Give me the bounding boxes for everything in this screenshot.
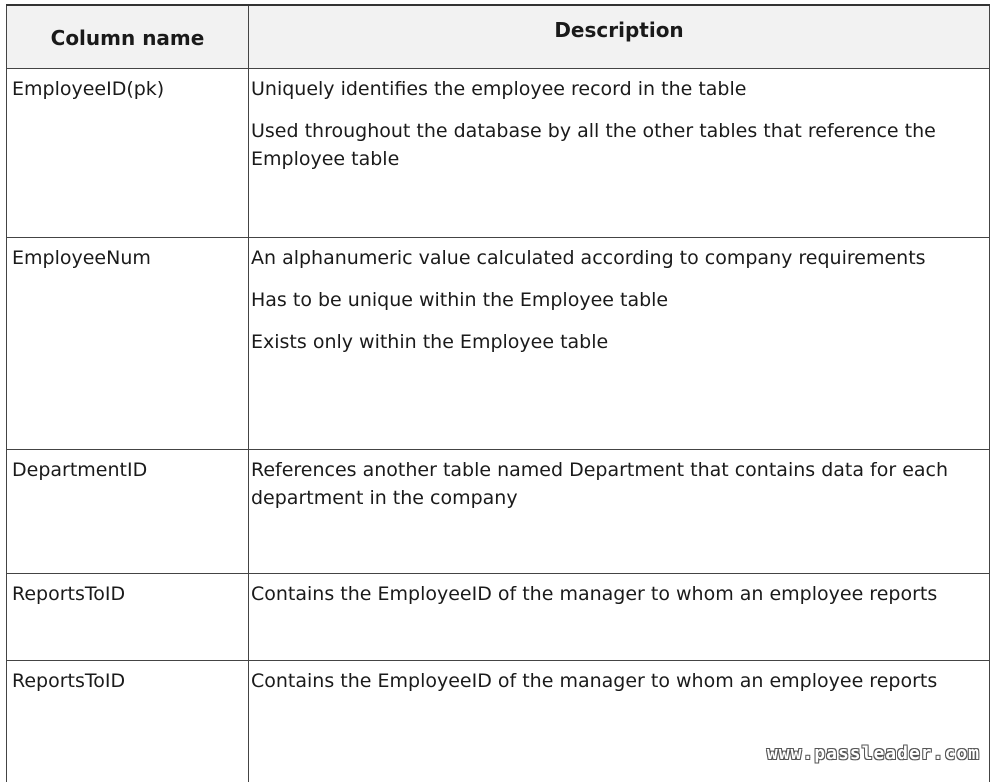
description-paragraph: Used throughout the database by all the other tables that reference the Employee table [251,117,985,173]
description-cell [249,69,990,238]
header-row [7,5,990,69]
description-paragraph: Uniquely identifies the employee record in the table [251,75,985,103]
description-paragraph: Exists only within the Employee table [251,328,985,356]
table-row [7,450,990,574]
description-cell [249,450,990,574]
column-name-cell: EmployeeID(pk) [7,69,249,238]
description-cell [249,574,990,661]
description-header: Description [249,5,990,69]
description-cell [249,238,990,450]
table-row [7,238,990,450]
column-name-cell: EmployeeNum [7,238,249,450]
description-paragraph: An alphanumeric value calculated according to company requirements [251,244,985,272]
table-row [7,69,990,238]
description-paragraph: References another table named Department that contains data for each department in the company [251,456,985,512]
column-name-header: Column name [7,5,249,69]
description-paragraph: Contains the EmployeeID of the manager to whom an employee reports [251,580,985,608]
column-name-cell: ReportsToID [7,661,249,782]
watermark: www.passleader.com [767,743,980,764]
table-row [7,574,990,661]
column-name-cell: ReportsToID [7,574,249,661]
description-paragraph: Contains the EmployeeID of the manager to whom an employee reports [251,667,985,695]
column-description-table [6,4,990,782]
column-name-cell: DepartmentID [7,450,249,574]
description-paragraph: Has to be unique within the Employee table [251,286,985,314]
